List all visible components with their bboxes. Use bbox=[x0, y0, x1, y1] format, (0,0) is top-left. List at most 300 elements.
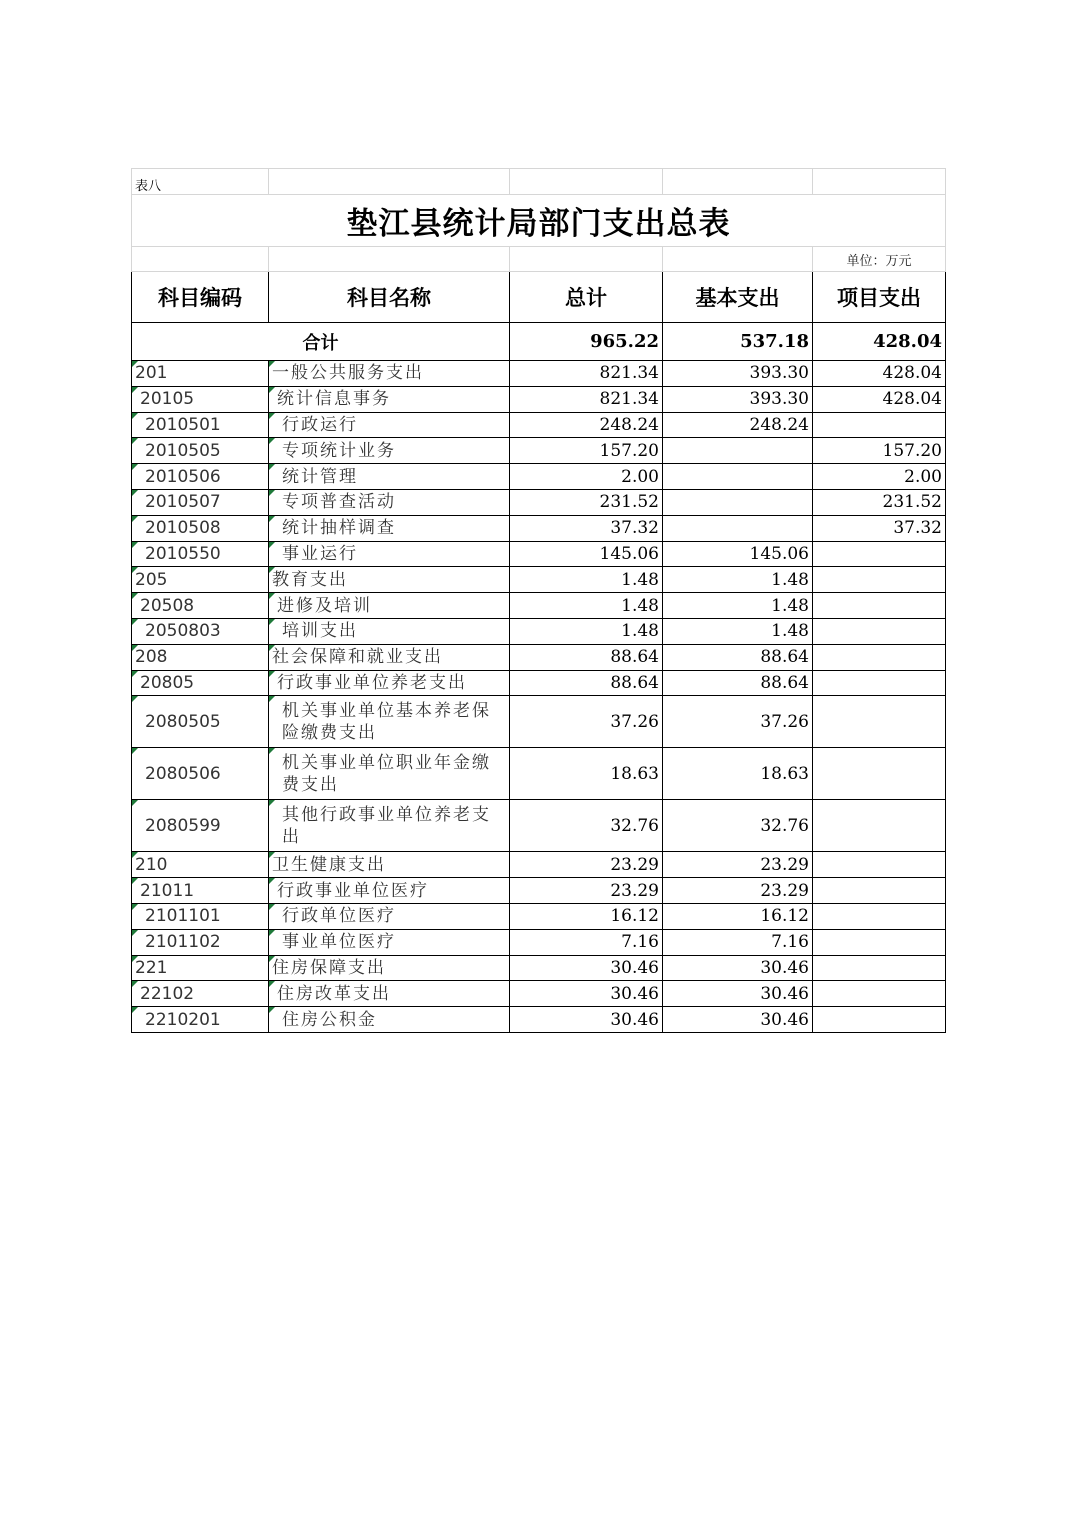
project-cell[interactable] bbox=[813, 929, 946, 955]
subject-name-cell-text: 进修及培训 bbox=[277, 595, 372, 616]
table-row bbox=[132, 593, 946, 619]
total-cell[interactable] bbox=[510, 593, 663, 619]
subject-code-cell-text: 2210201 bbox=[145, 1009, 221, 1030]
cell-comment-marker-icon bbox=[132, 981, 138, 987]
empty-cell[interactable] bbox=[813, 169, 946, 195]
total-cell-text: 248.24 bbox=[599, 414, 659, 435]
basic-cell[interactable] bbox=[663, 541, 813, 567]
empty-cell[interactable] bbox=[269, 169, 510, 195]
project-cell[interactable] bbox=[813, 464, 946, 490]
subject-code-cell[interactable] bbox=[132, 981, 269, 1007]
subject-code-cell[interactable] bbox=[132, 696, 269, 748]
total-cell[interactable] bbox=[510, 412, 663, 438]
expenditure-table bbox=[131, 168, 946, 1033]
subject-code-cell-text: 2010507 bbox=[145, 492, 221, 513]
basic-cell-text: 88.64 bbox=[760, 647, 809, 668]
basic-cell-text: 18.63 bbox=[760, 763, 809, 784]
cell-comment-marker-icon bbox=[269, 852, 275, 858]
total-cell[interactable] bbox=[510, 903, 663, 929]
table-row bbox=[132, 515, 946, 541]
table-row bbox=[132, 489, 946, 515]
total-cell-text: 1.48 bbox=[621, 621, 659, 642]
cell-comment-marker-icon bbox=[132, 671, 138, 677]
subject-name-cell-text: 机关事业单位基本养老保险缴费支出 bbox=[282, 700, 491, 743]
cell-comment-marker-icon bbox=[269, 800, 275, 806]
total-cell-text: 30.46 bbox=[610, 957, 659, 978]
table-row bbox=[132, 929, 946, 955]
subject-code-cell-text: 21011 bbox=[140, 880, 195, 901]
table-row bbox=[132, 981, 946, 1007]
header-total[interactable]: 总计 bbox=[510, 272, 663, 323]
project-cell[interactable] bbox=[813, 748, 946, 800]
project-cell[interactable] bbox=[813, 903, 946, 929]
cell-comment-marker-icon bbox=[132, 516, 138, 522]
basic-cell-text: 32.76 bbox=[760, 815, 809, 836]
project-cell[interactable] bbox=[813, 593, 946, 619]
subject-code-cell[interactable] bbox=[132, 489, 269, 515]
basic-cell[interactable] bbox=[663, 593, 813, 619]
total-cell[interactable] bbox=[510, 696, 663, 748]
subject-name-cell[interactable] bbox=[269, 878, 510, 904]
cell-comment-marker-icon bbox=[269, 1007, 275, 1013]
total-cell-text: 821.34 bbox=[599, 363, 659, 384]
subject-name-cell-text: 事业运行 bbox=[282, 543, 358, 564]
subject-code-cell[interactable] bbox=[132, 618, 269, 644]
subject-code-cell-text: 2010508 bbox=[145, 518, 221, 539]
project-cell-text: 37.32 bbox=[893, 518, 942, 539]
subject-code-cell-text: 20805 bbox=[140, 672, 195, 693]
basic-cell-text: 30.46 bbox=[760, 983, 809, 1004]
total-cell-text: 1.48 bbox=[621, 595, 659, 616]
subject-code-cell[interactable] bbox=[132, 1007, 269, 1033]
cell-comment-marker-icon bbox=[269, 387, 275, 393]
basic-cell[interactable] bbox=[663, 955, 813, 981]
total-row bbox=[132, 323, 946, 361]
basic-cell-text: 23.29 bbox=[760, 854, 809, 875]
subject-name-cell[interactable] bbox=[269, 567, 510, 593]
table-row bbox=[132, 878, 946, 904]
total-cell-text: 30.46 bbox=[610, 983, 659, 1004]
total-cell[interactable] bbox=[510, 800, 663, 852]
subject-name-cell-text: 行政事业单位养老支出 bbox=[277, 672, 467, 693]
basic-cell[interactable] bbox=[663, 386, 813, 412]
subject-code-cell[interactable] bbox=[132, 800, 269, 852]
cell-comment-marker-icon bbox=[269, 490, 275, 496]
empty-cell[interactable] bbox=[269, 247, 510, 272]
header-row bbox=[132, 272, 946, 323]
project-cell[interactable] bbox=[813, 515, 946, 541]
subject-code-cell-text: 210 bbox=[135, 854, 168, 875]
unit-label[interactable]: 单位：万元 bbox=[813, 247, 946, 272]
empty-cell[interactable] bbox=[132, 247, 269, 272]
subject-name-cell[interactable] bbox=[269, 618, 510, 644]
title-row bbox=[132, 195, 946, 247]
project-cell[interactable] bbox=[813, 670, 946, 696]
total-cell-text: 88.64 bbox=[610, 647, 659, 668]
project-cell[interactable] bbox=[813, 955, 946, 981]
table-row bbox=[132, 696, 946, 748]
subject-name-cell[interactable] bbox=[269, 903, 510, 929]
cell-comment-marker-icon bbox=[269, 361, 275, 367]
subject-code-cell-text: 2010506 bbox=[145, 466, 221, 487]
table-row bbox=[132, 903, 946, 929]
total-basic[interactable]: 537.18 bbox=[663, 323, 813, 361]
basic-cell-text: 248.24 bbox=[749, 414, 809, 435]
project-cell[interactable] bbox=[813, 878, 946, 904]
table-row bbox=[132, 852, 946, 878]
basic-cell-text: 37.26 bbox=[760, 711, 809, 732]
basic-cell[interactable] bbox=[663, 438, 813, 464]
cell-comment-marker-icon bbox=[269, 878, 275, 884]
empty-cell[interactable] bbox=[510, 169, 663, 195]
total-cell-text: 1.48 bbox=[621, 569, 659, 590]
cell-comment-marker-icon bbox=[269, 413, 275, 419]
subject-name-cell-text: 其他行政事业单位养老支出 bbox=[282, 804, 491, 847]
cell-comment-marker-icon bbox=[269, 671, 275, 677]
total-cell-text: 231.52 bbox=[599, 492, 659, 513]
subject-name-cell-text: 事业单位医疗 bbox=[282, 932, 396, 953]
table-row bbox=[132, 1007, 946, 1033]
total-cell[interactable] bbox=[510, 386, 663, 412]
cell-comment-marker-icon bbox=[132, 438, 138, 444]
cell-comment-marker-icon bbox=[132, 490, 138, 496]
page-title[interactable]: 垫江县统计局部门支出总表 bbox=[132, 195, 946, 247]
subject-name-cell[interactable] bbox=[269, 1007, 510, 1033]
cell-comment-marker-icon bbox=[132, 800, 138, 806]
total-cell[interactable] bbox=[510, 670, 663, 696]
subject-name-cell-text: 专项统计业务 bbox=[282, 440, 396, 461]
cell-comment-marker-icon bbox=[269, 542, 275, 548]
subject-name-cell[interactable] bbox=[269, 464, 510, 490]
table-row bbox=[132, 955, 946, 981]
project-cell[interactable] bbox=[813, 412, 946, 438]
total-cell[interactable] bbox=[510, 489, 663, 515]
total-cell-text: 30.46 bbox=[610, 1009, 659, 1030]
cell-comment-marker-icon bbox=[132, 956, 138, 962]
basic-cell[interactable] bbox=[663, 981, 813, 1007]
total-cell[interactable] bbox=[510, 852, 663, 878]
basic-cell[interactable] bbox=[663, 489, 813, 515]
table-row bbox=[132, 644, 946, 670]
subject-name-cell[interactable] bbox=[269, 852, 510, 878]
cell-comment-marker-icon bbox=[132, 1007, 138, 1013]
cell-comment-marker-icon bbox=[132, 748, 138, 754]
subject-name-cell-text: 住房公积金 bbox=[282, 1009, 377, 1030]
cell-comment-marker-icon bbox=[132, 904, 138, 910]
cell-comment-marker-icon bbox=[132, 645, 138, 651]
cell-comment-marker-icon bbox=[269, 904, 275, 910]
subject-code-cell-text: 20508 bbox=[140, 595, 195, 616]
subject-code-cell[interactable] bbox=[132, 412, 269, 438]
table-row bbox=[132, 618, 946, 644]
subject-name-cell[interactable] bbox=[269, 929, 510, 955]
total-total[interactable]: 965.22 bbox=[510, 323, 663, 361]
subject-code-cell-text: 2080599 bbox=[145, 815, 221, 836]
subject-name-cell[interactable] bbox=[269, 670, 510, 696]
cell-comment-marker-icon bbox=[269, 516, 275, 522]
total-cell[interactable] bbox=[510, 567, 663, 593]
table-row bbox=[132, 412, 946, 438]
cell-comment-marker-icon bbox=[132, 387, 138, 393]
project-cell[interactable] bbox=[813, 852, 946, 878]
total-cell-text: 32.76 bbox=[610, 815, 659, 836]
basic-cell-text: 16.12 bbox=[760, 906, 809, 927]
basic-cell[interactable] bbox=[663, 878, 813, 904]
table-row bbox=[132, 361, 946, 387]
subject-name-cell-text: 教育支出 bbox=[272, 569, 348, 590]
header-code[interactable]: 科目编码 bbox=[132, 272, 269, 323]
subject-name-cell[interactable] bbox=[269, 955, 510, 981]
total-label[interactable]: 合计 bbox=[132, 323, 510, 361]
basic-cell-text: 7.16 bbox=[771, 932, 809, 953]
table-row bbox=[132, 541, 946, 567]
subject-code-cell-text: 2010501 bbox=[145, 414, 221, 435]
basic-cell[interactable] bbox=[663, 515, 813, 541]
total-cell-text: 18.63 bbox=[610, 763, 659, 784]
basic-cell-text: 30.46 bbox=[760, 957, 809, 978]
subject-code-cell-text: 205 bbox=[135, 569, 168, 590]
cell-comment-marker-icon bbox=[269, 981, 275, 987]
header-name[interactable]: 科目名称 bbox=[269, 272, 510, 323]
total-cell-text: 37.32 bbox=[610, 518, 659, 539]
subject-code-cell[interactable] bbox=[132, 593, 269, 619]
subject-name-cell[interactable] bbox=[269, 593, 510, 619]
cell-comment-marker-icon bbox=[269, 696, 275, 702]
table-row bbox=[132, 800, 946, 852]
total-cell[interactable] bbox=[510, 878, 663, 904]
basic-cell[interactable] bbox=[663, 361, 813, 387]
subject-name-cell-text: 统计抽样调查 bbox=[282, 518, 396, 539]
subject-code-cell[interactable] bbox=[132, 361, 269, 387]
subject-code-cell-text: 2101102 bbox=[145, 932, 221, 953]
total-cell[interactable] bbox=[510, 541, 663, 567]
subject-name-cell-text: 一般公共服务支出 bbox=[272, 363, 424, 384]
subject-name-cell[interactable] bbox=[269, 386, 510, 412]
subject-name-cell-text: 行政事业单位医疗 bbox=[277, 880, 429, 901]
empty-cell[interactable] bbox=[663, 169, 813, 195]
subject-name-cell-text: 行政运行 bbox=[282, 414, 358, 435]
sheet-label[interactable]: 表八 bbox=[132, 169, 269, 195]
subject-code-cell-text: 2080506 bbox=[145, 763, 221, 784]
cell-comment-marker-icon bbox=[132, 413, 138, 419]
basic-cell[interactable] bbox=[663, 696, 813, 748]
project-cell[interactable] bbox=[813, 800, 946, 852]
cell-comment-marker-icon bbox=[269, 930, 275, 936]
project-cell-text: 157.20 bbox=[882, 440, 942, 461]
total-cell-text: 145.06 bbox=[599, 543, 659, 564]
subject-code-cell[interactable] bbox=[132, 955, 269, 981]
total-cell[interactable] bbox=[510, 464, 663, 490]
subject-code-cell[interactable] bbox=[132, 878, 269, 904]
basic-cell[interactable] bbox=[663, 670, 813, 696]
subject-code-cell[interactable] bbox=[132, 903, 269, 929]
cell-comment-marker-icon bbox=[132, 542, 138, 548]
subject-name-cell-text: 统计信息事务 bbox=[277, 389, 391, 410]
subject-name-cell-text: 住房改革支出 bbox=[277, 983, 391, 1004]
basic-cell[interactable] bbox=[663, 567, 813, 593]
subject-code-cell[interactable] bbox=[132, 670, 269, 696]
cell-comment-marker-icon bbox=[132, 593, 138, 599]
subject-code-cell-text: 20105 bbox=[140, 389, 195, 410]
subject-name-cell[interactable] bbox=[269, 489, 510, 515]
basic-cell-text: 393.30 bbox=[749, 389, 809, 410]
project-cell[interactable] bbox=[813, 696, 946, 748]
basic-cell[interactable] bbox=[663, 412, 813, 438]
header-project[interactable]: 项目支出 bbox=[813, 272, 946, 323]
table-row bbox=[132, 438, 946, 464]
header-basic[interactable]: 基本支出 bbox=[663, 272, 813, 323]
project-cell[interactable] bbox=[813, 386, 946, 412]
total-cell[interactable] bbox=[510, 644, 663, 670]
basic-cell-text: 1.48 bbox=[771, 595, 809, 616]
cell-comment-marker-icon bbox=[132, 852, 138, 858]
subject-name-cell[interactable] bbox=[269, 361, 510, 387]
total-cell-text: 2.00 bbox=[621, 466, 659, 487]
project-cell[interactable] bbox=[813, 541, 946, 567]
basic-cell-text: 145.06 bbox=[749, 543, 809, 564]
total-cell-text: 37.26 bbox=[610, 711, 659, 732]
subject-name-cell[interactable] bbox=[269, 515, 510, 541]
basic-cell-text: 1.48 bbox=[771, 569, 809, 590]
basic-cell-text: 1.48 bbox=[771, 621, 809, 642]
cell-comment-marker-icon bbox=[269, 567, 275, 573]
subject-code-cell-text: 208 bbox=[135, 647, 168, 668]
sheet-label-row bbox=[132, 169, 946, 195]
basic-cell[interactable] bbox=[663, 464, 813, 490]
subject-code-cell[interactable] bbox=[132, 644, 269, 670]
table-row bbox=[132, 670, 946, 696]
basic-cell[interactable] bbox=[663, 852, 813, 878]
project-cell[interactable] bbox=[813, 361, 946, 387]
basic-cell[interactable] bbox=[663, 644, 813, 670]
total-cell-text: 23.29 bbox=[610, 880, 659, 901]
subject-name-cell[interactable] bbox=[269, 748, 510, 800]
subject-name-cell[interactable] bbox=[269, 412, 510, 438]
subject-code-cell-text: 2010550 bbox=[145, 543, 221, 564]
cell-comment-marker-icon bbox=[269, 619, 275, 625]
total-cell[interactable] bbox=[510, 955, 663, 981]
subject-name-cell[interactable] bbox=[269, 438, 510, 464]
cell-comment-marker-icon bbox=[269, 593, 275, 599]
subject-code-cell[interactable] bbox=[132, 515, 269, 541]
subject-name-cell[interactable] bbox=[269, 981, 510, 1007]
basic-cell-text: 393.30 bbox=[749, 363, 809, 384]
table-row bbox=[132, 567, 946, 593]
subject-code-cell-text: 2050803 bbox=[145, 621, 221, 642]
subject-code-cell-text: 2080505 bbox=[145, 711, 221, 732]
cell-comment-marker-icon bbox=[269, 438, 275, 444]
total-cell-text: 16.12 bbox=[610, 906, 659, 927]
total-cell[interactable] bbox=[510, 981, 663, 1007]
subject-code-cell[interactable] bbox=[132, 748, 269, 800]
total-cell[interactable] bbox=[510, 361, 663, 387]
subject-code-cell[interactable] bbox=[132, 567, 269, 593]
basic-cell[interactable] bbox=[663, 1007, 813, 1033]
subject-name-cell-text: 社会保障和就业支出 bbox=[272, 647, 443, 668]
table-row bbox=[132, 464, 946, 490]
cell-comment-marker-icon bbox=[269, 956, 275, 962]
subject-code-cell-text: 2010505 bbox=[145, 440, 221, 461]
unit-row bbox=[132, 247, 946, 272]
subject-name-cell-text: 卫生健康支出 bbox=[272, 854, 386, 875]
project-cell[interactable] bbox=[813, 438, 946, 464]
total-project[interactable]: 428.04 bbox=[813, 323, 946, 361]
subject-code-cell[interactable] bbox=[132, 438, 269, 464]
subject-name-cell[interactable] bbox=[269, 541, 510, 567]
basic-cell-text: 88.64 bbox=[760, 672, 809, 693]
subject-code-cell[interactable] bbox=[132, 929, 269, 955]
cell-comment-marker-icon bbox=[269, 645, 275, 651]
subject-name-cell-text: 住房保障支出 bbox=[272, 957, 386, 978]
subject-name-cell-text: 机关事业单位职业年金缴费支出 bbox=[282, 752, 491, 795]
total-cell[interactable] bbox=[510, 618, 663, 644]
total-cell-text: 821.34 bbox=[599, 389, 659, 410]
subject-name-cell-text: 培训支出 bbox=[282, 621, 358, 642]
subject-code-cell-text: 201 bbox=[135, 363, 168, 384]
project-cell[interactable] bbox=[813, 644, 946, 670]
total-cell[interactable] bbox=[510, 929, 663, 955]
cell-comment-marker-icon bbox=[269, 748, 275, 754]
basic-cell[interactable] bbox=[663, 748, 813, 800]
cell-comment-marker-icon bbox=[132, 464, 138, 470]
subject-name-cell[interactable] bbox=[269, 696, 510, 748]
basic-cell-text: 30.46 bbox=[760, 1009, 809, 1030]
subject-code-cell[interactable] bbox=[132, 852, 269, 878]
total-cell-text: 23.29 bbox=[610, 854, 659, 875]
project-cell[interactable] bbox=[813, 981, 946, 1007]
project-cell-text: 2.00 bbox=[904, 466, 942, 487]
project-cell[interactable] bbox=[813, 489, 946, 515]
cell-comment-marker-icon bbox=[269, 464, 275, 470]
cell-comment-marker-icon bbox=[132, 619, 138, 625]
total-cell[interactable] bbox=[510, 748, 663, 800]
empty-cell[interactable] bbox=[663, 247, 813, 272]
project-cell[interactable] bbox=[813, 567, 946, 593]
subject-name-cell-text: 行政单位医疗 bbox=[282, 906, 396, 927]
subject-code-cell-text: 221 bbox=[135, 957, 168, 978]
subject-name-cell[interactable] bbox=[269, 644, 510, 670]
total-cell[interactable] bbox=[510, 438, 663, 464]
spreadsheet bbox=[131, 168, 945, 1033]
subject-code-cell[interactable] bbox=[132, 386, 269, 412]
subject-code-cell[interactable] bbox=[132, 464, 269, 490]
basic-cell[interactable] bbox=[663, 618, 813, 644]
project-cell[interactable] bbox=[813, 618, 946, 644]
project-cell[interactable] bbox=[813, 1007, 946, 1033]
project-cell-text: 231.52 bbox=[882, 492, 942, 513]
total-cell[interactable] bbox=[510, 1007, 663, 1033]
table-row bbox=[132, 386, 946, 412]
subject-name-cell-text: 统计管理 bbox=[282, 466, 358, 487]
table-row bbox=[132, 748, 946, 800]
cell-comment-marker-icon bbox=[132, 567, 138, 573]
basic-cell[interactable] bbox=[663, 903, 813, 929]
total-cell-text: 7.16 bbox=[621, 932, 659, 953]
subject-code-cell-text: 2101101 bbox=[145, 906, 221, 927]
total-cell-text: 157.20 bbox=[599, 440, 659, 461]
basic-cell-text: 23.29 bbox=[760, 880, 809, 901]
total-cell[interactable] bbox=[510, 515, 663, 541]
basic-cell[interactable] bbox=[663, 929, 813, 955]
subject-code-cell-text: 22102 bbox=[140, 983, 195, 1004]
subject-code-cell[interactable] bbox=[132, 541, 269, 567]
project-cell-text: 428.04 bbox=[882, 389, 942, 410]
cell-comment-marker-icon bbox=[132, 361, 138, 367]
empty-cell[interactable] bbox=[510, 247, 663, 272]
subject-name-cell[interactable] bbox=[269, 800, 510, 852]
cell-comment-marker-icon bbox=[132, 930, 138, 936]
basic-cell[interactable] bbox=[663, 800, 813, 852]
